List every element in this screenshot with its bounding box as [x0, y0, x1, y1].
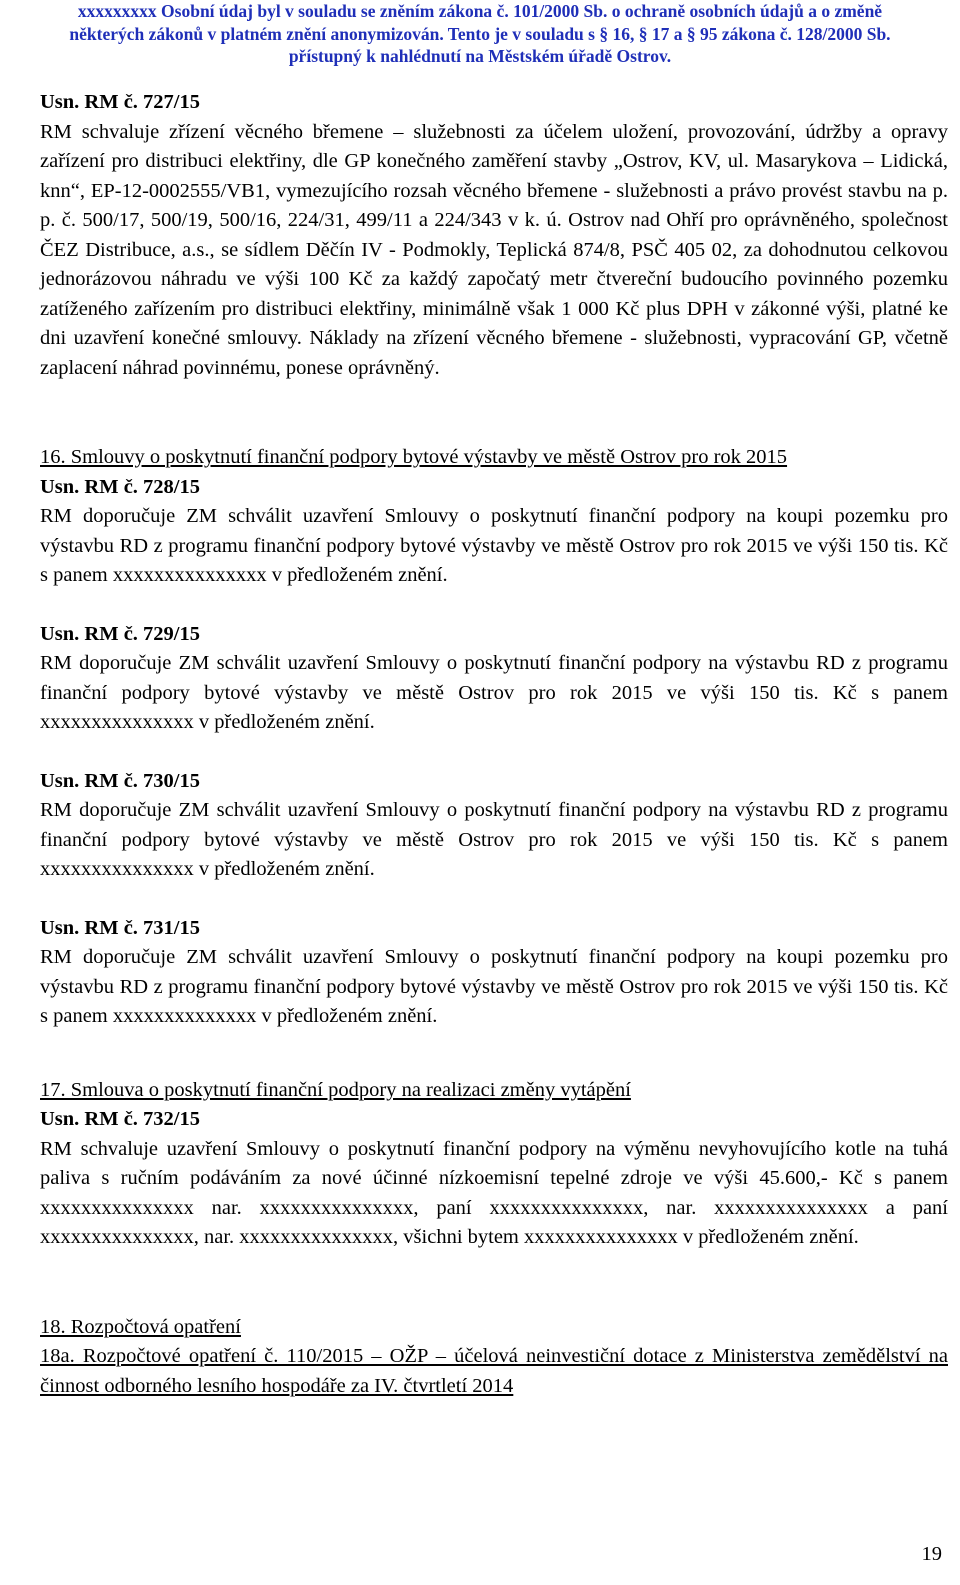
resolution-text: RM schvaluje zřízení věcného břemene – služebnosti za účelem uložení, provozování, údržby a opravy zařízení pro distribuci elektřiny, dle GP konečného zaměření stavby „Ostrov, KV, ul. Masarykova – Lidická, knn“, EP-12-0002555/VB1, vymezujícího rozsah věcného břemene - služebnosti a právo provést stavbu na p. p. č. 500/17, 500/19, 500/16, 224/31, 499/11 a 224/343 v k. ú. Ostrov nad Ohří pro oprávněného, společnost ČEZ Distribuce, a.s., se sídlem Děčín IV - Podmokly, Teplická 874/8, PSČ 405 02, za dohodnutou celkovou jednorázovou náhradu ve výši 100 Kč za každý započatý metr čtvereční budoucího povinného pozemku zatíženého zařízením pro distribuci elektřiny, minimálně však 1 000 Kč plus DPH v zákonné výši, platné ke dni uzavření konečné smlouvy. Náklady na zřízení věcného břemene - služebnosti, vypracování GP, včetně zaplacení náhrad povinnému, ponese oprávněný.: [40, 120, 948, 379]
resolution-text: RM doporučuje ZM schválit uzavření Smlouvy o poskytnutí finanční podpory na koupi pozemku pro výstavbu RD z programu finanční podpory bytové výstavby ve městě Ostrov pro rok 2015 ve výši 150 tis. Kč s panem xxxxxxxxxxxxxxx v předloženém znění.: [40, 505, 948, 586]
section-heading: 18. Rozpočtová opatření: [40, 1315, 241, 1338]
anonymization-notice: [0, 0, 960, 68]
document-body: [40, 88, 948, 1401]
subsection-heading: 18a. Rozpočtové opatření č. 110/2015 – OŽP – účelová neinvestiční dotace z Ministerstva zemědělství na činnost odborného lesního hospodáře za IV. čtvrtletí 2014: [40, 1345, 948, 1397]
section-heading: 16. Smlouvy o poskytnutí finanční podpory bytové výstavby ve městě Ostrov pro rok 2015: [40, 446, 788, 468]
resolution-text: RM doporučuje ZM schválit uzavření Smlouvy o poskytnutí finanční podpory na výstavbu RD z programu finanční podpory bytové výstavby ve městě Ostrov pro rok 2015 ve výši 150 tis. Kč s panem xxxxxxxxxxxxxxx v předloženém znění.: [40, 652, 948, 733]
page-number: 19: [921, 1543, 942, 1565]
resolution-number: Usn. RM č. 731/15: [40, 916, 201, 939]
notice-line-2: některých zákonů v platném znění anonymizován. Tento je v souladu s § 16, § 17 a § 95 zákona č. 128/2000 Sb.: [69, 23, 891, 44]
resolution-number: Usn. RM č. 732/15: [40, 1108, 201, 1130]
section-heading: 17. Smlouva o poskytnutí finanční podpory na realizaci změny vytápění: [40, 1078, 631, 1101]
notice-line-3: přístupný k nahlédnutí na Městském úřadě Ostrov.: [288, 46, 672, 66]
resolution-number: Usn. RM č. 729/15: [40, 622, 201, 645]
resolution-text: RM doporučuje ZM schválit uzavření Smlouvy o poskytnutí finanční podpory na koupi pozemku pro výstavbu RD z programu finanční podpory bytové výstavby ve městě Ostrov pro rok 2015 ve výši 150 tis. Kč s panem xxxxxxxxxxxxxx v předloženém znění.: [40, 946, 948, 1027]
resolution-number: Usn. RM č. 728/15: [40, 475, 201, 498]
resolution-text: RM doporučuje ZM schválit uzavření Smlouvy o poskytnutí finanční podpory na výstavbu RD z programu finanční podpory bytové výstavby ve městě Ostrov pro rok 2015 ve výši 150 tis. Kč s panem xxxxxxxxxxxxxxx v předloženém znění.: [40, 799, 948, 880]
resolution-number: Usn. RM č. 727/15: [40, 91, 201, 113]
resolution-text: RM schvaluje uzavření Smlouvy o poskytnutí finanční podpory na výměnu nevyhovujícího kotle na tuhá paliva s ručním podáváním za nové účinné nízkoemisní tepelné zdroje ve výši 45.600,- Kč s panem xxxxxxxxxxxxxxx nar. xxxxxxxxxxxxxxx, paní xxxxxxxxxxxxxxx, nar. xxxxxxxxxxxxxxx a paní xxxxxxxxxxxxxxx, nar. xxxxxxxxxxxxxxx, všichni bytem xxxxxxxxxxxxxxx v předloženém znění.: [40, 1137, 948, 1248]
notice-line-1: xxxxxxxxx Osobní údaj byl v souladu se zněním zákona č. 101/2000 Sb. o ochraně osobních údajů a o změně: [77, 1, 883, 21]
resolution-number: Usn. RM č. 730/15: [40, 769, 201, 792]
